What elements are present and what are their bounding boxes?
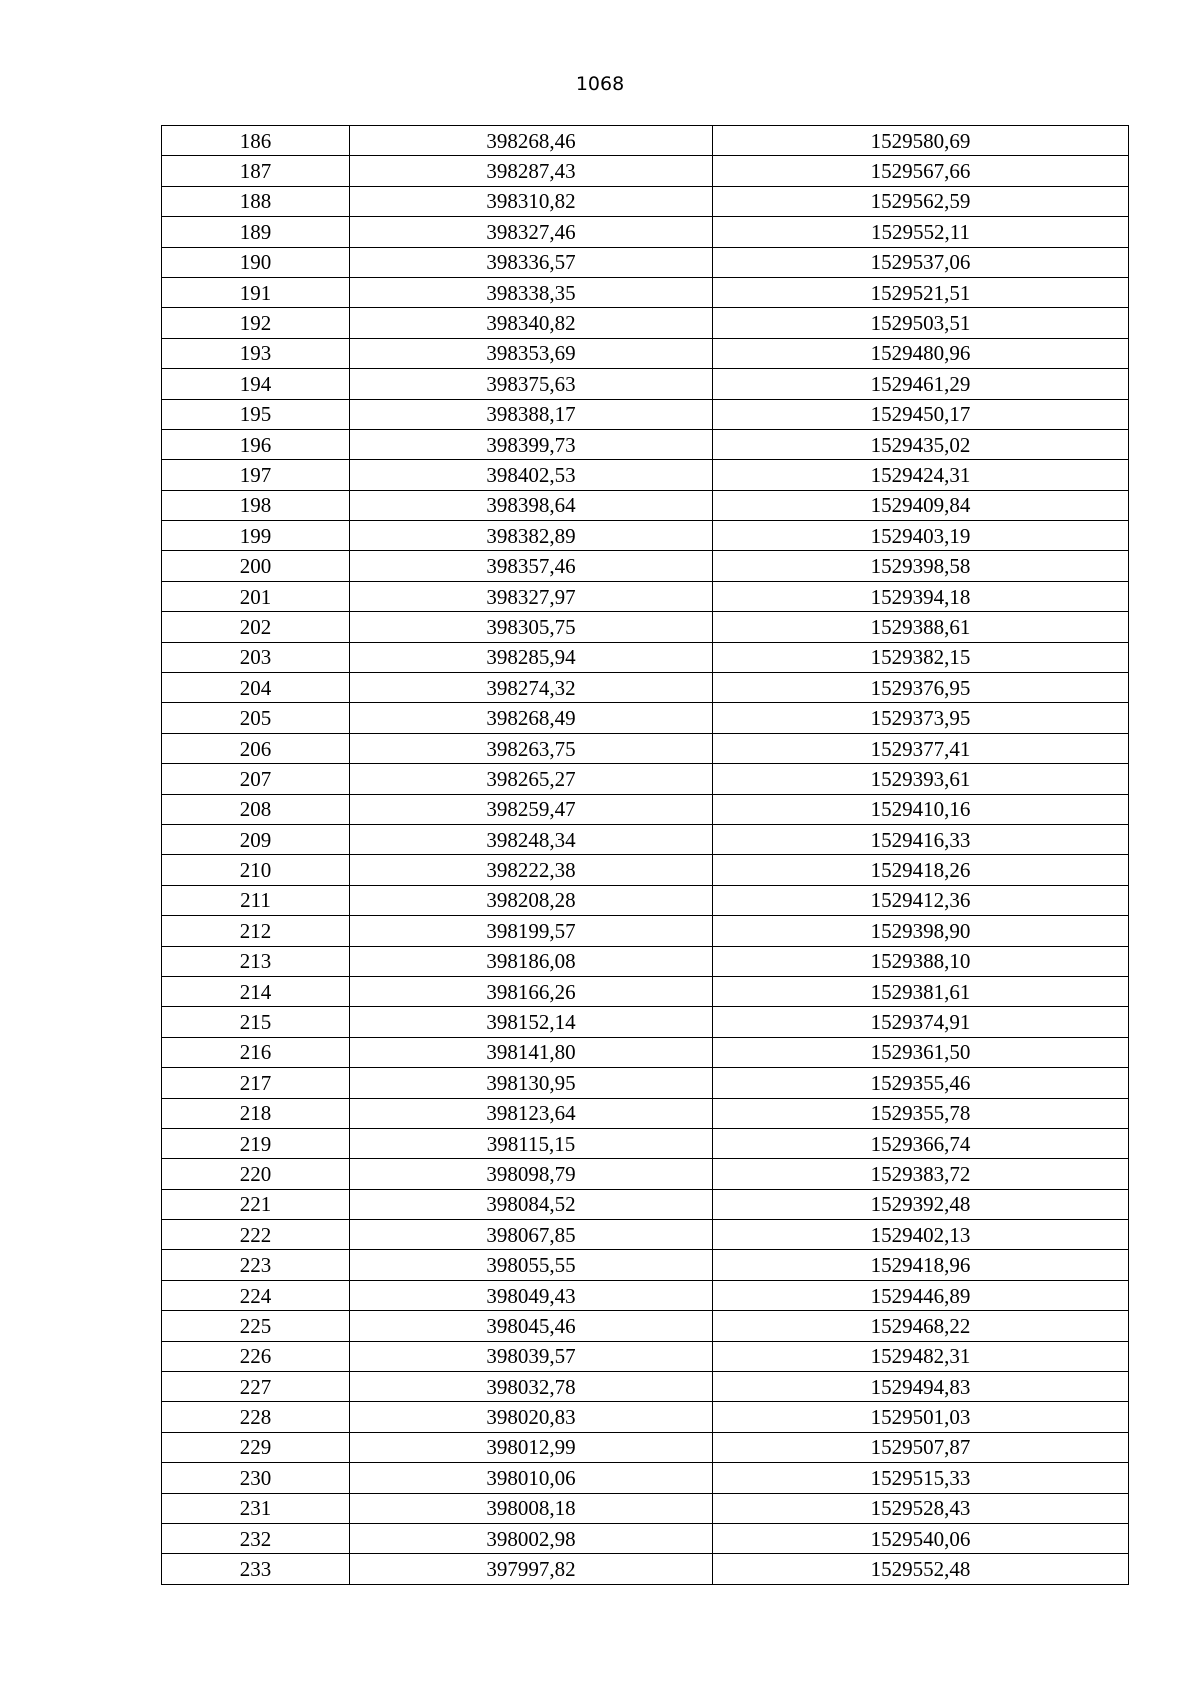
table-row	[162, 1341, 1129, 1371]
y-coordinate-cell: 1529461,29	[713, 369, 1129, 399]
y-coordinate-cell: 1529435,02	[713, 429, 1129, 459]
point-number-cell: 202	[162, 612, 350, 642]
y-coordinate-cell: 1529416,33	[713, 824, 1129, 854]
table-row	[162, 1523, 1129, 1553]
table-row	[162, 399, 1129, 429]
table-row	[162, 1128, 1129, 1158]
x-coordinate-cell: 398263,75	[350, 733, 713, 763]
table-row	[162, 1159, 1129, 1189]
table-row	[162, 126, 1129, 156]
x-coordinate-cell: 398032,78	[350, 1372, 713, 1402]
point-number-cell: 211	[162, 885, 350, 915]
table-row	[162, 338, 1129, 368]
table-row	[162, 916, 1129, 946]
table-row	[162, 490, 1129, 520]
point-number-cell: 225	[162, 1311, 350, 1341]
table-row	[162, 1280, 1129, 1310]
y-coordinate-cell: 1529398,90	[713, 916, 1129, 946]
table-row	[162, 551, 1129, 581]
point-number-cell: 201	[162, 581, 350, 611]
point-number-cell: 227	[162, 1372, 350, 1402]
table-row	[162, 733, 1129, 763]
table-row	[162, 885, 1129, 915]
point-number-cell: 216	[162, 1037, 350, 1067]
point-number-cell: 203	[162, 642, 350, 672]
y-coordinate-cell: 1529482,31	[713, 1341, 1129, 1371]
point-number-cell: 191	[162, 277, 350, 307]
point-number-cell: 215	[162, 1007, 350, 1037]
y-coordinate-cell: 1529507,87	[713, 1432, 1129, 1462]
table-row	[162, 794, 1129, 824]
y-coordinate-cell: 1529398,58	[713, 551, 1129, 581]
page-number: 1068	[575, 73, 625, 95]
y-coordinate-cell: 1529382,15	[713, 642, 1129, 672]
y-coordinate-cell: 1529412,36	[713, 885, 1129, 915]
y-coordinate-cell: 1529392,48	[713, 1189, 1129, 1219]
point-number-cell: 210	[162, 855, 350, 885]
x-coordinate-cell: 398310,82	[350, 186, 713, 216]
x-coordinate-cell: 398268,46	[350, 126, 713, 156]
coordinates-table-body	[162, 126, 1129, 1585]
x-coordinate-cell: 398268,49	[350, 703, 713, 733]
x-coordinate-cell: 398285,94	[350, 642, 713, 672]
y-coordinate-cell: 1529537,06	[713, 247, 1129, 277]
x-coordinate-cell: 398098,79	[350, 1159, 713, 1189]
y-coordinate-cell: 1529503,51	[713, 308, 1129, 338]
coordinates-table	[161, 125, 1129, 1585]
point-number-cell: 219	[162, 1128, 350, 1158]
x-coordinate-cell: 398274,32	[350, 673, 713, 703]
y-coordinate-cell: 1529410,16	[713, 794, 1129, 824]
table-row	[162, 156, 1129, 186]
table-row	[162, 247, 1129, 277]
table-row	[162, 1402, 1129, 1432]
point-number-cell: 193	[162, 338, 350, 368]
point-number-cell: 195	[162, 399, 350, 429]
x-coordinate-cell: 398338,35	[350, 277, 713, 307]
point-number-cell: 186	[162, 126, 350, 156]
point-number-cell: 217	[162, 1068, 350, 1098]
y-coordinate-cell: 1529562,59	[713, 186, 1129, 216]
table-row	[162, 946, 1129, 976]
y-coordinate-cell: 1529468,22	[713, 1311, 1129, 1341]
table-row	[162, 1493, 1129, 1523]
x-coordinate-cell: 398199,57	[350, 916, 713, 946]
y-coordinate-cell: 1529366,74	[713, 1128, 1129, 1158]
point-number-cell: 189	[162, 217, 350, 247]
x-coordinate-cell: 398039,57	[350, 1341, 713, 1371]
table-row	[162, 1068, 1129, 1098]
x-coordinate-cell: 398166,26	[350, 976, 713, 1006]
y-coordinate-cell: 1529355,78	[713, 1098, 1129, 1128]
y-coordinate-cell: 1529580,69	[713, 126, 1129, 156]
y-coordinate-cell: 1529393,61	[713, 764, 1129, 794]
point-number-cell: 198	[162, 490, 350, 520]
x-coordinate-cell: 398152,14	[350, 1007, 713, 1037]
table-row	[162, 369, 1129, 399]
point-number-cell: 194	[162, 369, 350, 399]
y-coordinate-cell: 1529515,33	[713, 1463, 1129, 1493]
x-coordinate-cell: 398399,73	[350, 429, 713, 459]
y-coordinate-cell: 1529394,18	[713, 581, 1129, 611]
y-coordinate-cell: 1529388,61	[713, 612, 1129, 642]
point-number-cell: 192	[162, 308, 350, 338]
x-coordinate-cell: 398002,98	[350, 1523, 713, 1553]
x-coordinate-cell: 398084,52	[350, 1189, 713, 1219]
point-number-cell: 204	[162, 673, 350, 703]
table-row	[162, 976, 1129, 1006]
x-coordinate-cell: 398115,15	[350, 1128, 713, 1158]
x-coordinate-cell: 398353,69	[350, 338, 713, 368]
x-coordinate-cell: 398382,89	[350, 521, 713, 551]
table-row	[162, 642, 1129, 672]
x-coordinate-cell: 398259,47	[350, 794, 713, 824]
point-number-cell: 200	[162, 551, 350, 581]
y-coordinate-cell: 1529494,83	[713, 1372, 1129, 1402]
y-coordinate-cell: 1529388,10	[713, 946, 1129, 976]
y-coordinate-cell: 1529418,26	[713, 855, 1129, 885]
table-row	[162, 186, 1129, 216]
table-row	[162, 581, 1129, 611]
x-coordinate-cell: 398123,64	[350, 1098, 713, 1128]
table-row	[162, 764, 1129, 794]
x-coordinate-cell: 398327,46	[350, 217, 713, 247]
x-coordinate-cell: 398141,80	[350, 1037, 713, 1067]
point-number-cell: 188	[162, 186, 350, 216]
y-coordinate-cell: 1529480,96	[713, 338, 1129, 368]
table-row	[162, 855, 1129, 885]
x-coordinate-cell: 398186,08	[350, 946, 713, 976]
x-coordinate-cell: 398336,57	[350, 247, 713, 277]
x-coordinate-cell: 398248,34	[350, 824, 713, 854]
point-number-cell: 224	[162, 1280, 350, 1310]
point-number-cell: 231	[162, 1493, 350, 1523]
y-coordinate-cell: 1529501,03	[713, 1402, 1129, 1432]
point-number-cell: 206	[162, 733, 350, 763]
table-row	[162, 612, 1129, 642]
x-coordinate-cell: 398208,28	[350, 885, 713, 915]
point-number-cell: 187	[162, 156, 350, 186]
y-coordinate-cell: 1529402,13	[713, 1220, 1129, 1250]
table-row	[162, 1372, 1129, 1402]
y-coordinate-cell: 1529381,61	[713, 976, 1129, 1006]
x-coordinate-cell: 398287,43	[350, 156, 713, 186]
x-coordinate-cell: 398398,64	[350, 490, 713, 520]
table-row	[162, 673, 1129, 703]
y-coordinate-cell: 1529376,95	[713, 673, 1129, 703]
point-number-cell: 232	[162, 1523, 350, 1553]
point-number-cell: 212	[162, 916, 350, 946]
x-coordinate-cell: 398305,75	[350, 612, 713, 642]
table-row	[162, 1189, 1129, 1219]
point-number-cell: 233	[162, 1554, 350, 1584]
table-row	[162, 1311, 1129, 1341]
table-row	[162, 703, 1129, 733]
point-number-cell: 229	[162, 1432, 350, 1462]
y-coordinate-cell: 1529552,48	[713, 1554, 1129, 1584]
y-coordinate-cell: 1529361,50	[713, 1037, 1129, 1067]
point-number-cell: 221	[162, 1189, 350, 1219]
point-number-cell: 209	[162, 824, 350, 854]
table-row	[162, 1554, 1129, 1584]
x-coordinate-cell: 398402,53	[350, 460, 713, 490]
y-coordinate-cell: 1529403,19	[713, 521, 1129, 551]
point-number-cell: 226	[162, 1341, 350, 1371]
point-number-cell: 220	[162, 1159, 350, 1189]
table-row	[162, 1432, 1129, 1462]
x-coordinate-cell: 398012,99	[350, 1432, 713, 1462]
y-coordinate-cell: 1529528,43	[713, 1493, 1129, 1523]
x-coordinate-cell: 398045,46	[350, 1311, 713, 1341]
table-row	[162, 1463, 1129, 1493]
point-number-cell: 230	[162, 1463, 350, 1493]
x-coordinate-cell: 398357,46	[350, 551, 713, 581]
point-number-cell: 213	[162, 946, 350, 976]
table-row	[162, 429, 1129, 459]
y-coordinate-cell: 1529383,72	[713, 1159, 1129, 1189]
point-number-cell: 228	[162, 1402, 350, 1432]
x-coordinate-cell: 398020,83	[350, 1402, 713, 1432]
table-row	[162, 308, 1129, 338]
x-coordinate-cell: 398375,63	[350, 369, 713, 399]
point-number-cell: 196	[162, 429, 350, 459]
x-coordinate-cell: 398049,43	[350, 1280, 713, 1310]
table-row	[162, 521, 1129, 551]
x-coordinate-cell: 398327,97	[350, 581, 713, 611]
x-coordinate-cell: 398388,17	[350, 399, 713, 429]
y-coordinate-cell: 1529540,06	[713, 1523, 1129, 1553]
x-coordinate-cell: 398130,95	[350, 1068, 713, 1098]
point-number-cell: 199	[162, 521, 350, 551]
y-coordinate-cell: 1529450,17	[713, 399, 1129, 429]
x-coordinate-cell: 398265,27	[350, 764, 713, 794]
y-coordinate-cell: 1529424,31	[713, 460, 1129, 490]
point-number-cell: 222	[162, 1220, 350, 1250]
table-row	[162, 1220, 1129, 1250]
y-coordinate-cell: 1529552,11	[713, 217, 1129, 247]
x-coordinate-cell: 398008,18	[350, 1493, 713, 1523]
table-row	[162, 1098, 1129, 1128]
point-number-cell: 208	[162, 794, 350, 824]
y-coordinate-cell: 1529418,96	[713, 1250, 1129, 1280]
table-row	[162, 1037, 1129, 1067]
x-coordinate-cell: 398340,82	[350, 308, 713, 338]
point-number-cell: 223	[162, 1250, 350, 1280]
point-number-cell: 207	[162, 764, 350, 794]
y-coordinate-cell: 1529355,46	[713, 1068, 1129, 1098]
y-coordinate-cell: 1529374,91	[713, 1007, 1129, 1037]
y-coordinate-cell: 1529446,89	[713, 1280, 1129, 1310]
point-number-cell: 205	[162, 703, 350, 733]
x-coordinate-cell: 398067,85	[350, 1220, 713, 1250]
point-number-cell: 197	[162, 460, 350, 490]
y-coordinate-cell: 1529373,95	[713, 703, 1129, 733]
table-row	[162, 460, 1129, 490]
table-row	[162, 1250, 1129, 1280]
y-coordinate-cell: 1529377,41	[713, 733, 1129, 763]
table-row	[162, 217, 1129, 247]
y-coordinate-cell: 1529521,51	[713, 277, 1129, 307]
point-number-cell: 190	[162, 247, 350, 277]
y-coordinate-cell: 1529409,84	[713, 490, 1129, 520]
x-coordinate-cell: 398222,38	[350, 855, 713, 885]
table-row	[162, 277, 1129, 307]
table-row	[162, 1007, 1129, 1037]
x-coordinate-cell: 397997,82	[350, 1554, 713, 1584]
x-coordinate-cell: 398055,55	[350, 1250, 713, 1280]
point-number-cell: 218	[162, 1098, 350, 1128]
x-coordinate-cell: 398010,06	[350, 1463, 713, 1493]
y-coordinate-cell: 1529567,66	[713, 156, 1129, 186]
table-row	[162, 824, 1129, 854]
point-number-cell: 214	[162, 976, 350, 1006]
